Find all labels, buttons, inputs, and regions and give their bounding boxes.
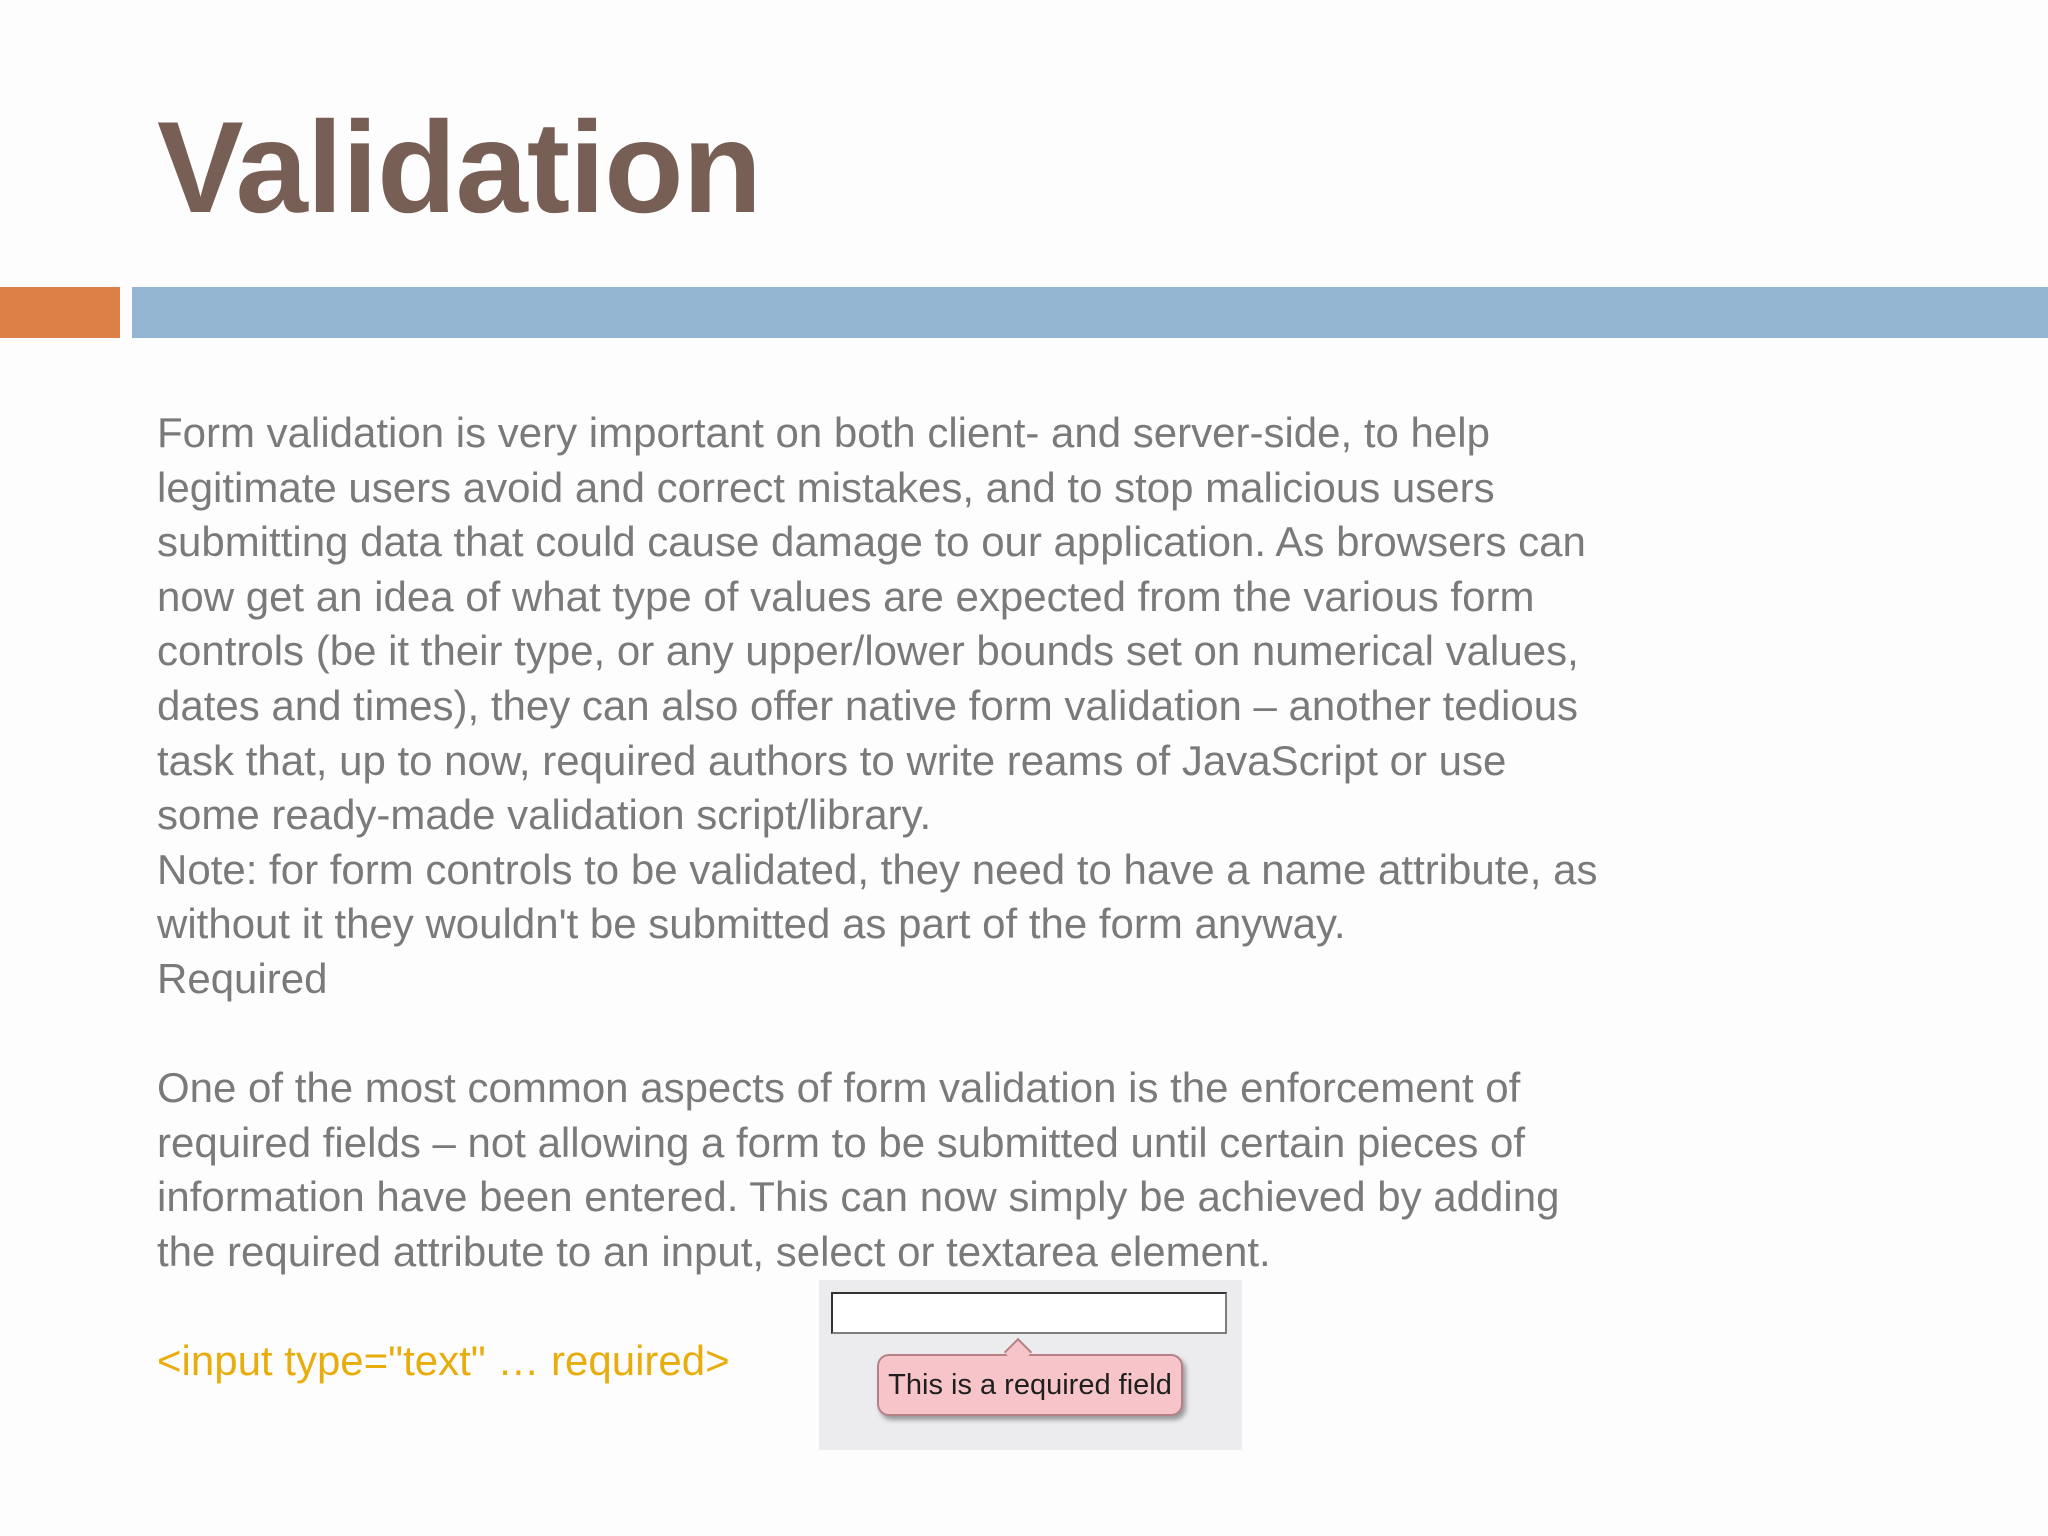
body-line: now get an idea of what type of values are expected from the various form <box>157 572 1535 620</box>
accent-bar-blue <box>132 287 2048 338</box>
slide-body <box>157 406 1757 1389</box>
body-line: some ready-made validation script/library. <box>157 791 932 839</box>
body-line: dates and times), they can also offer native form validation – another tedious <box>157 681 1579 729</box>
body-line: task that, up to now, required authors to write reams of JavaScript or use <box>157 736 1507 784</box>
body-line: information have been entered. This can now simply be achieved by adding <box>157 1173 1560 1221</box>
accent-bar-orange <box>0 287 120 338</box>
subheading-required: Required <box>157 954 328 1002</box>
body-line: submitting data that could cause damage to our application. As browsers can <box>157 518 1586 566</box>
code-example: <input type="text" … required> <box>157 1337 730 1385</box>
required-field-example <box>819 1280 1242 1450</box>
body-line: the required attribute to an input, select or textarea element. <box>157 1227 1271 1275</box>
spacer <box>157 1007 1757 1062</box>
note-line: Note: for form controls to be validated, they need to have a name attribute, as <box>157 845 1598 893</box>
body-line: Form validation is very important on both client- and server-side, to help <box>157 409 1490 456</box>
body-line: required fields – not allowing a form to be submitted until certain pieces of <box>157 1118 1526 1166</box>
body-line: controls (be it their type, or any upper/lower bounds set on numerical values, <box>157 627 1579 675</box>
example-text-input[interactable] <box>831 1292 1227 1334</box>
note-line: without it they wouldn't be submitted as part of the form anyway. <box>157 900 1346 948</box>
validation-tooltip: This is a required field <box>877 1354 1183 1416</box>
body-line: legitimate users avoid and correct mistakes, and to stop malicious users <box>157 463 1495 511</box>
slide-title: Validation <box>157 94 762 240</box>
body-line: One of the most common aspects of form validation is the enforcement of <box>157 1064 1521 1112</box>
